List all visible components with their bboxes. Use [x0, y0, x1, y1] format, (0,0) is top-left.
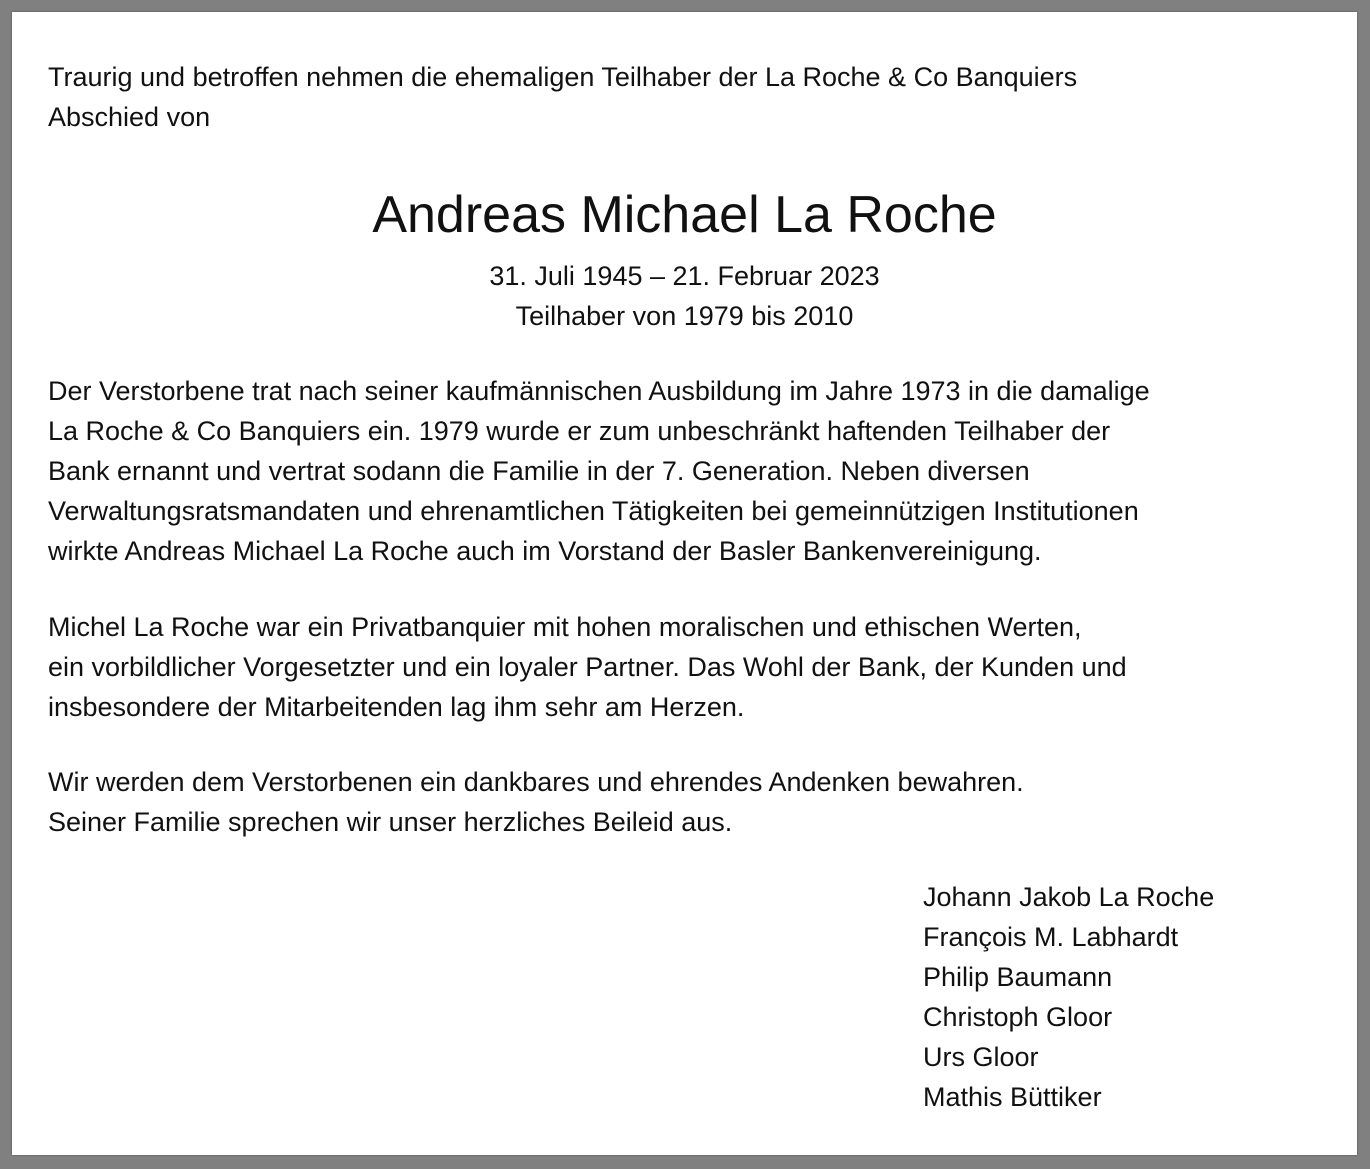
paragraph-line: La Roche & Co Banquiers ein. 1979 wurde er zum unbeschränkt haftenden Teilhaber der: [48, 416, 1111, 446]
paragraph-line: Wir werden dem Verstorbenen ein dankbares und ehrendes Andenken bewahren.: [48, 767, 1024, 797]
deceased-name: Andreas Michael La Roche: [372, 186, 997, 244]
tribute-paragraph: [48, 607, 1127, 727]
paragraph-line: wirkte Andreas Michael La Roche auch im Vorstand der Basler Bankenvereinigung.: [48, 536, 1042, 566]
paragraph-line: Seiner Familie sprechen wir unser herzliches Beileid aus.: [48, 807, 733, 837]
paragraph-line: insbesondere der Mitarbeitenden lag ihm sehr am Herzen.: [48, 692, 745, 722]
paragraph-line: Verwaltungsratsmandaten und ehrenamtlichen Tätigkeiten bei gemeinnützigen Institutionen: [48, 496, 1139, 526]
intro-line: Traurig und betroffen nehmen die ehemaligen Teilhaber der La Roche & Co Banquiers: [48, 62, 1078, 92]
signers-list: [923, 877, 1214, 1117]
paragraph-line: Michel La Roche war ein Privatbanquier mit hohen moralischen und ethischen Werten,: [48, 612, 1082, 642]
signer-name: Urs Gloor: [923, 1042, 1039, 1072]
condolence-paragraph: [48, 762, 1024, 842]
paragraph-line: Bank ernannt und vertrat sodann die Familie in der 7. Generation. Neben diversen: [48, 456, 1030, 486]
partner-tenure: Teilhaber von 1979 bis 2010: [515, 301, 854, 331]
signer-name: Christoph Gloor: [923, 1002, 1113, 1032]
paragraph-line: Der Verstorbene trat nach seiner kaufmännischen Ausbildung im Jahre 1973 in die damalige: [48, 376, 1150, 406]
signer-name: François M. Labhardt: [923, 922, 1179, 952]
signer-name: Mathis Büttiker: [923, 1082, 1102, 1112]
intro-line: Abschied von: [48, 102, 211, 132]
obituary-notice: [12, 12, 1357, 1155]
deceased-details: [12, 256, 1357, 336]
life-dates: 31. Juli 1945 – 21. Februar 2023: [489, 261, 880, 291]
paragraph-line: ein vorbildlicher Vorgesetzter und ein loyaler Partner. Das Wohl der Bank, der Kunden und: [48, 652, 1127, 682]
biography-paragraph: [48, 371, 1150, 571]
signer-name: Philip Baumann: [923, 962, 1113, 992]
intro-text: [48, 57, 1077, 137]
signer-name: Johann Jakob La Roche: [923, 882, 1215, 912]
